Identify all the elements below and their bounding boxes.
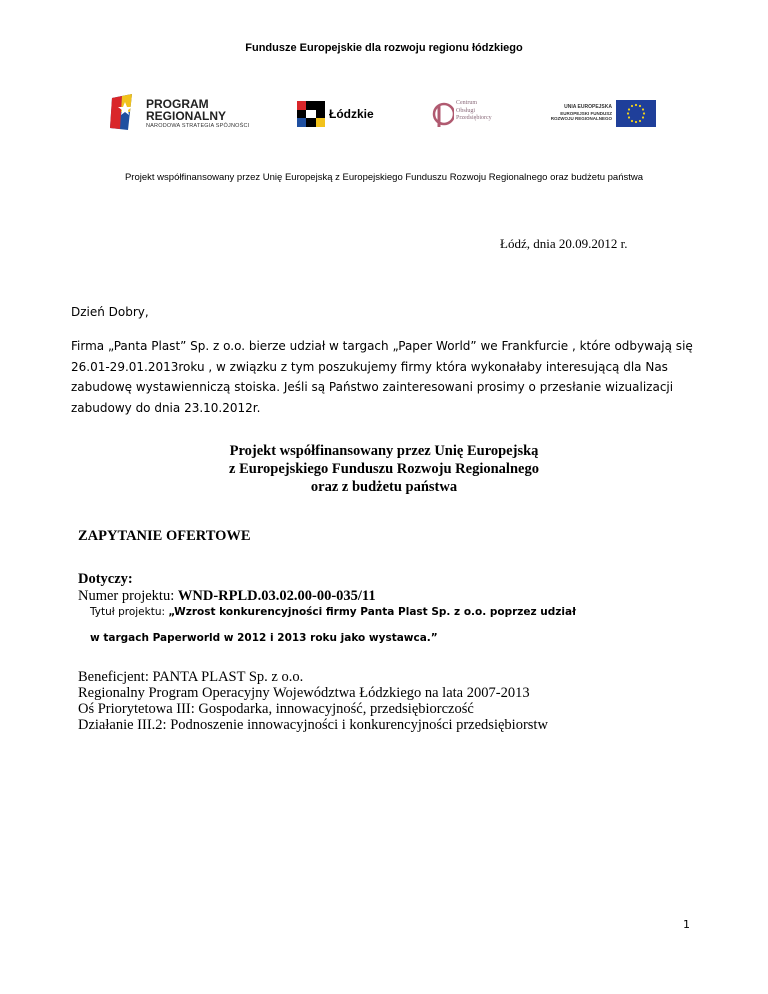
program-regionalny-logo bbox=[108, 92, 258, 132]
letter-greeting: Dzień Dobry, bbox=[71, 305, 149, 319]
measure-line: Działanie III.2: Podnoszenie innowacyjności i konkurencyjności przedsiębiorstw bbox=[78, 717, 548, 733]
eu-flag-icon bbox=[616, 100, 656, 127]
zapytanie-heading: ZAPYTANIE OFERTOWE bbox=[78, 528, 251, 544]
project-heading-line-3: oraz z budżetu państwa bbox=[310, 479, 458, 495]
ue-line-3: ROZWOJU REGIONALNEGO bbox=[550, 116, 612, 121]
lodzkie-logo bbox=[297, 101, 377, 127]
eu-program-star-icon bbox=[108, 92, 142, 132]
centrum-logo-icon bbox=[432, 99, 454, 129]
program-line-2: REGIONALNY bbox=[146, 109, 227, 123]
centrum-logo bbox=[432, 99, 512, 129]
page-number: 1 bbox=[683, 918, 690, 931]
centrum-line-2: Obsługi bbox=[456, 107, 476, 114]
project-title-value-2: w targach Paperworld w 2012 i 2013 roku jako wystawca.” bbox=[90, 632, 438, 644]
project-number-label: Numer projektu: bbox=[78, 588, 178, 604]
project-number-value: WND-RPLD.03.02.00-00-035/11 bbox=[177, 588, 376, 604]
centrum-line-3: Przedsiębiorcy bbox=[456, 115, 492, 121]
project-title-line bbox=[90, 606, 576, 618]
ue-line-1: UNIA EUROPEJSKA bbox=[564, 104, 612, 110]
project-heading bbox=[0, 442, 768, 496]
project-title-label: Tytuł projektu: bbox=[90, 606, 169, 618]
dotyczy-label: Dotyczy: bbox=[78, 571, 133, 587]
centrum-line-1: Centrum bbox=[456, 100, 477, 106]
project-heading-line-1: Projekt współfinansowany przez Unię Europejską bbox=[229, 443, 539, 459]
lodzkie-word: Łódzkie bbox=[329, 107, 374, 121]
project-number-line bbox=[78, 588, 376, 605]
program-line-1: PROGRAM bbox=[146, 97, 209, 111]
program-line: Regionalny Program Operacyjny Województwa Łódzkiego na lata 2007-2013 bbox=[78, 685, 530, 701]
date-line: Łódź, dnia 20.09.2012 r. bbox=[500, 236, 628, 251]
project-heading-line-2: z Europejskiego Funduszu Rozwoju Regionalnego bbox=[229, 461, 539, 477]
lodzkie-emblem-icon bbox=[297, 101, 325, 127]
ue-logo bbox=[544, 100, 656, 127]
page-header-title: Fundusze Europejskie dla rozwoju regionu łódzkiego bbox=[245, 42, 523, 54]
cofunding-statement: Projekt współfinansowany przez Unię Europejską z Europejskiego Funduszu Rozwoju Regionalnego oraz budżetu państwa bbox=[124, 172, 644, 183]
project-title-value-1: „Wzrost konkurencyjności firmy Panta Plast Sp. z o.o. poprzez udział bbox=[168, 606, 576, 618]
letter-paragraph: Firma „Panta Plast” Sp. z o.o. bierze udział w targach „Paper World” we Frankfurcie , które odbywają się 26.01-29.01.2013roku , w związku z tym poszukujemy firmy która wykonałaby interesującą dla Nas zabudowę wystawienniczą stoiska. Jeśli są Państwo zainteresowani prosimy o przesłanie wizualizacji zabudowy do dnia 23.10.2012r. bbox=[71, 339, 693, 415]
program-tagline: NARODOWA STRATEGIA SPÓJNOŚCI bbox=[146, 123, 250, 129]
beneficjent-line: Beneficjent: PANTA PLAST Sp. z o.o. bbox=[78, 669, 304, 685]
ue-line-2: EUROPEJSKI FUNDUSZ bbox=[560, 110, 612, 116]
priority-axis-line: Oś Priorytetowa III: Gospodarka, innowacyjność, przedsiębiorczość bbox=[78, 701, 474, 717]
